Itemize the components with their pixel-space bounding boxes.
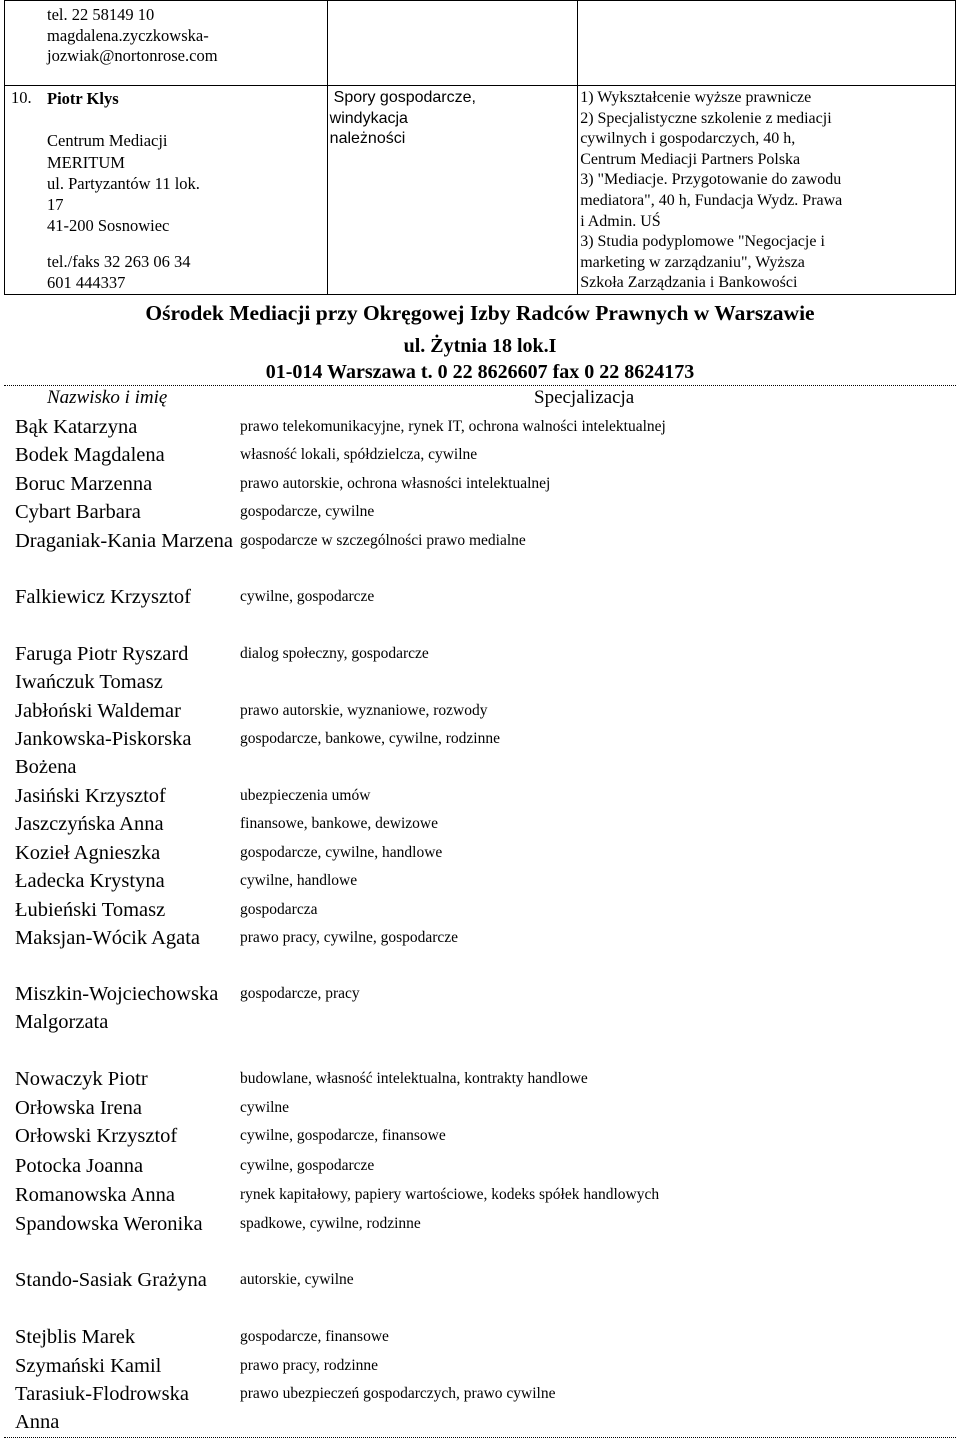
street: ul. Partyzantów 11 lok. xyxy=(47,173,200,193)
mediator-specialization: gospodarcze, bankowe, cywilne, rodzinne xyxy=(240,730,500,747)
contact-cell xyxy=(5,1,328,86)
mediator-name: Miszkin-Wojciechowska Malgorzata xyxy=(15,983,219,1033)
contact-line: tel. 22 58149 10 xyxy=(47,5,155,24)
mediator-name: Nowaczyk Piotr xyxy=(15,1068,148,1090)
mediator-specialization: gospodarcze, cywilne, handlowe xyxy=(240,844,443,861)
mediator-name: Bąk Katarzyna xyxy=(15,416,138,438)
mediator-specialization: gospodarcze w szczególności prawo medialne xyxy=(240,532,526,549)
specialization-column-header: Specjalizacja xyxy=(534,387,635,408)
mediator-name: Orłowska Irena xyxy=(15,1097,142,1119)
mediator-name: Romanowska Anna xyxy=(15,1184,175,1206)
mediator-name: Iwańczuk Tomasz xyxy=(15,671,163,693)
mediator-name: Faruga Piotr Ryszard xyxy=(15,643,189,665)
mobile: 601 444337 xyxy=(47,273,126,293)
mediator-specialization: ubezpieczenia umów xyxy=(240,787,371,804)
mediator-name: Kozieł Agnieszka xyxy=(15,842,161,864)
mediator-specialization: finansowe, bankowe, dewizowe xyxy=(240,815,438,832)
mediator-specialization: spadkowe, cywilne, rodzinne xyxy=(240,1215,421,1232)
mediator-specialization: cywilne, gospodarcze, finansowe xyxy=(240,1127,446,1144)
city: 41-200 Sosnowiec xyxy=(47,216,170,236)
specialization-cell xyxy=(327,1,578,86)
specialization-line: Spory gospodarcze, xyxy=(333,89,476,106)
phone: tel./faks 32 263 06 34 xyxy=(47,251,191,271)
mediator-name: Stejblis Marek xyxy=(15,1326,136,1348)
mediator-name: Boruc Marzenna xyxy=(15,473,153,495)
divider xyxy=(4,385,956,386)
qualification-line: 3) Studia podyplomowe "Negocjacje i xyxy=(580,233,825,251)
qualification-line: Szkoła Zarządzania i Bankowości xyxy=(580,274,798,292)
mediators-table xyxy=(4,0,956,295)
qualification-line: Centrum Mediacji Partners Polska xyxy=(580,150,801,168)
qualification-line: marketing w zarządzaniu", Wyższa xyxy=(580,253,805,271)
mediator-specialization: prawo pracy, rodzinne xyxy=(240,1357,379,1374)
mediator-specialization: gospodarcze, cywilne xyxy=(240,503,375,520)
mediator-name: Jaszczyńska Anna xyxy=(15,813,164,835)
mediator-name: Tarasiuk-Flodrowska Anna xyxy=(15,1383,189,1433)
street: 17 xyxy=(47,195,64,215)
mediator-specialization: gospodarcza xyxy=(240,901,318,918)
mediator-specialization: prawo pracy, cywilne, gospodarcze xyxy=(240,929,459,946)
qualification-line: 1) Wykształcenie wyższe prawnicze xyxy=(580,89,812,106)
qualification-line: i Admin. UŚ xyxy=(580,212,661,230)
qualifications-cell xyxy=(578,1,956,86)
table-row xyxy=(5,86,956,295)
mediator-name: Jankowska-Piskorska Bożena xyxy=(15,728,192,778)
center-title: Ośrodek Mediacji przy Okręgowej Izby Radców Prawnych w Warszawie xyxy=(145,301,815,325)
specialization-line: windykacja xyxy=(329,109,408,127)
divider xyxy=(4,1437,956,1438)
mediator-specialization: gospodarcze, finansowe xyxy=(240,1328,389,1345)
mediator-specialization: rynek kapitałowy, papiery wartościowe, kodeks spółek handlowych xyxy=(240,1186,660,1203)
mediator-specialization: cywilne, handlowe xyxy=(240,872,358,889)
mediator-specialization: dialog społeczny, gospodarcze xyxy=(240,645,429,662)
mediator-name: Maksjan-Wócik Agata xyxy=(15,927,201,949)
center-street: ul. Żytnia 18 lok.I xyxy=(403,335,557,357)
contact-line: magdalena.zyczkowska- xyxy=(47,25,209,45)
mediator-name: Bodek Magdalena xyxy=(15,444,165,466)
mediator-specialization: budowlane, własność intelektualna, kontrakty handlowe xyxy=(240,1070,588,1087)
mediator-name: Łubieński Tomasz xyxy=(15,899,166,921)
mediator-name: Piotr Klys xyxy=(47,89,119,108)
mediator-specialization: prawo autorskie, ochrona własności intelektualnej xyxy=(240,475,551,492)
qualification-line: mediatora", 40 h, Fundacja Wydz. Prawa xyxy=(580,191,843,209)
organization: Centrum Mediacji xyxy=(47,131,168,151)
mediator-specialization: cywilne, gospodarcze xyxy=(240,588,375,605)
mediator-name: Cybart Barbara xyxy=(15,501,141,523)
mediator-specialization: cywilne xyxy=(240,1099,290,1116)
row-number: 10. xyxy=(11,88,32,107)
mediator-name: Potocka Joanna xyxy=(15,1155,144,1177)
qualification-line: 3) "Mediacje. Przygotowanie do zawodu xyxy=(580,171,842,189)
mediator-specialization: własność lokali, spółdzielcza, cywilne xyxy=(240,446,478,463)
contact-line: jozwiak@nortonrose.com xyxy=(47,46,218,65)
center-contact: 01-014 Warszawa t. 0 22 8626607 fax 0 22 8624173 xyxy=(265,361,695,383)
mediator-name: Orłowski Krzysztof xyxy=(15,1125,178,1147)
name-column-header: Nazwisko i imię xyxy=(47,387,168,408)
specialization-line: należności xyxy=(329,130,406,147)
mediator-name: Spandowska Weronika xyxy=(15,1213,203,1235)
mediator-specialization: prawo telekomunikacyjne, rynek IT, ochrona walności intelektualnej xyxy=(240,418,666,435)
mediator-name: Szymański Kamil xyxy=(15,1355,162,1377)
mediator-name: Jabłoński Waldemar xyxy=(15,700,181,722)
mediator-specialization: autorskie, cywilne xyxy=(240,1271,354,1288)
mediator-specialization: prawo autorskie, wyznaniowe, rozwody xyxy=(240,702,488,719)
mediator-name: Ładecka Krystyna xyxy=(15,870,165,892)
mediator-name: Draganiak-Kania Marzena xyxy=(15,530,233,552)
mediator-specialization: cywilne, gospodarcze xyxy=(240,1157,375,1174)
qualification-line: cywilnych i gospodarczych, 40 h, xyxy=(580,130,796,148)
mediator-name: Stando-Sasiak Grażyna xyxy=(15,1269,207,1291)
mediator-name: Falkiewicz Krzysztof xyxy=(15,586,191,608)
specialization-cell xyxy=(327,86,578,295)
table-row xyxy=(5,1,956,86)
contact-cell xyxy=(5,86,328,295)
qualifications-cell xyxy=(578,86,956,295)
mediator-name: Jasiński Krzysztof xyxy=(15,785,166,807)
mediator-specialization: gospodarcze, pracy xyxy=(240,985,360,1002)
qualification-line: 2) Specjalistyczne szkolenie z mediacji xyxy=(580,109,832,127)
mediator-specialization: prawo ubezpieczeń gospodarczych, prawo cywilne xyxy=(240,1385,556,1402)
organization: MERITUM xyxy=(47,152,125,172)
